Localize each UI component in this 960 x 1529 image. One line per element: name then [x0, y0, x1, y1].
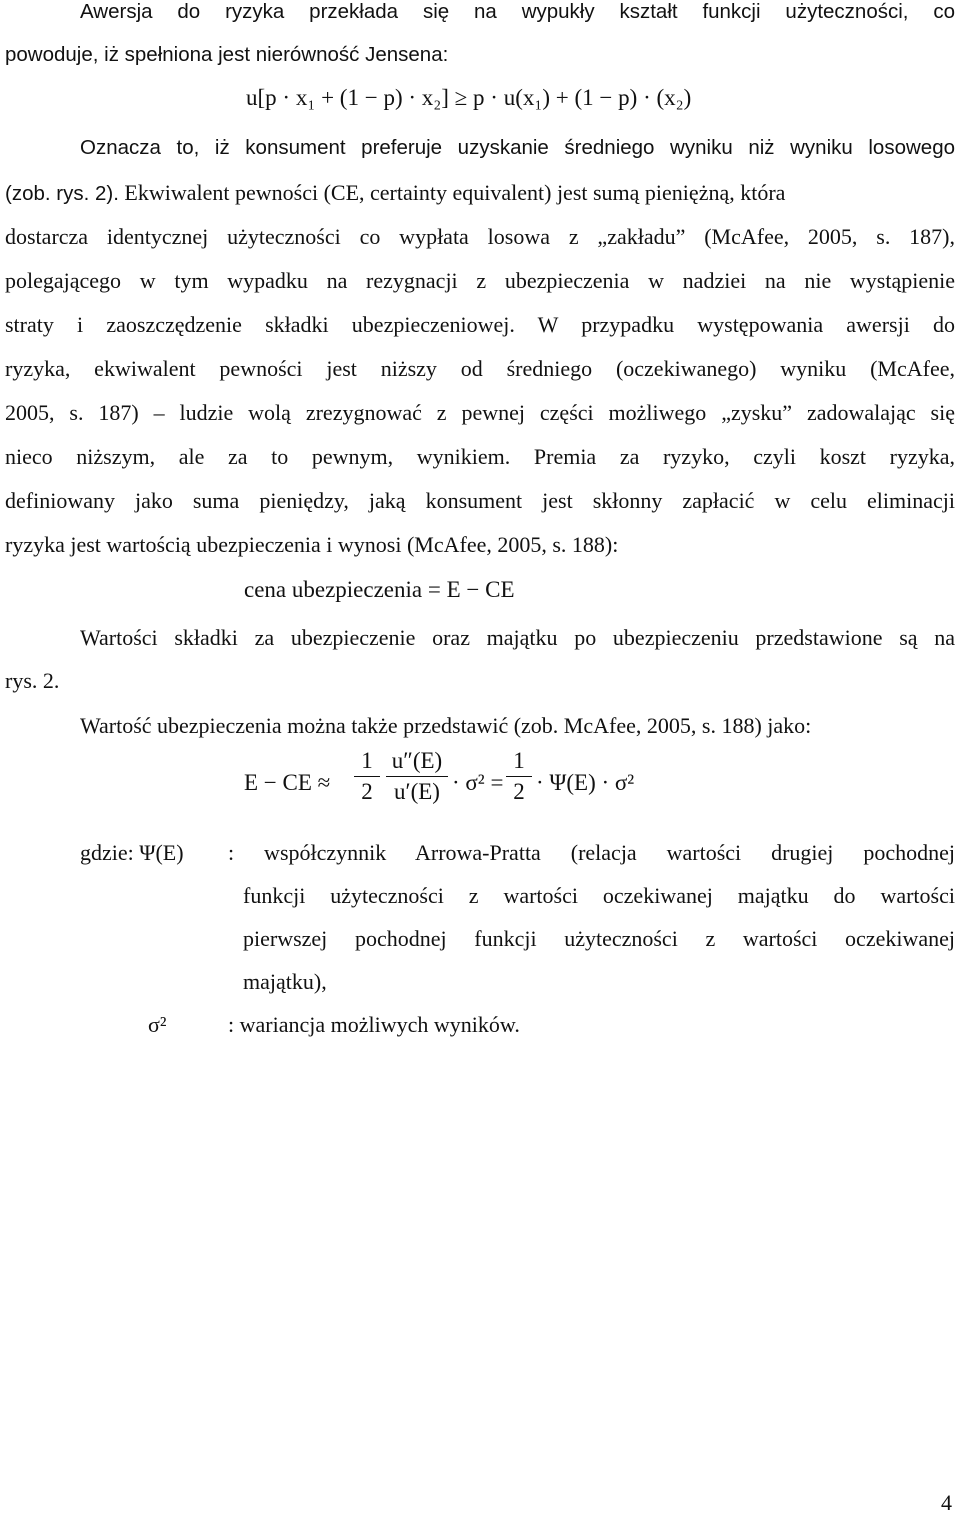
paragraph-2-line-2	[5, 180, 955, 206]
paragraph-2-line-5: straty i zaoszczędzenie składki ubezpieczeniowej. W przypadku występowania awersji do	[5, 312, 955, 337]
paragraph-4: Wartość ubezpieczenia można także przedstawić (zob. McAfee, 2005, s. 188) jako:	[80, 713, 812, 738]
paragraph-2-line-6: ryzyka, ekwiwalent pewności jest niższy od średniego (oczekiwanego) wyniku (McAfee,	[5, 356, 955, 381]
approx-lhs: E − CE ≈	[244, 770, 331, 795]
paragraph-1-line-1: Awersja do ryzyka przekłada się na wypukły kształt funkcji użyteczności, co	[80, 0, 955, 23]
paragraph-3-line-1: Wartości składki za ubezpieczenie oraz majątku po ubezpieczeniu przedstawione są na	[80, 625, 955, 650]
jensen-inequality-text: u[p · x₁ + (1 − p) · x₂] ≥ p · u(x₁) + (1 − p) · (x₂)	[246, 85, 692, 110]
approx-fraction-half-2-numerator: 1	[513, 748, 525, 773]
fraction-bar	[354, 776, 380, 777]
approx-fraction-half-2	[506, 748, 532, 805]
premium-equation: cena ubezpieczenia = E − CE	[244, 577, 515, 602]
approx-rhs: · Ψ(E) · σ²	[536, 770, 635, 795]
page-number: 4	[941, 1490, 952, 1515]
definition-symbol-arrow-pratta: gdzie: Ψ(E)	[80, 840, 184, 865]
paragraph-2-line-3: dostarcza identycznej użyteczności co wypłata losowa z „zakładu” (McAfee, 2005, s. 187),	[5, 224, 955, 249]
paragraph-2-line-4: polegającego w tym wypadku na rezygnacji z ubezpieczenia w nadziei na nie wystąpienie	[5, 268, 955, 293]
fraction-bar	[506, 776, 532, 777]
approx-fraction-half-2-denominator: 2	[513, 779, 525, 804]
paragraph-2-line-7: 2005, s. 187) – ludzie wolą zrezygnować z pewnej części możliwego „zysku” zadowalając się	[5, 400, 955, 425]
definition-symbol-variance: σ²	[148, 1012, 167, 1037]
definition-1-line-2: funkcji użyteczności z wartości oczekiwanej majątku do wartości	[243, 883, 955, 908]
approx-fraction-half-1	[354, 748, 380, 805]
definition-2-line-1: : wariancja możliwych wyników.	[228, 1012, 520, 1037]
paragraph-1-line-2: powoduje, iż spełniona jest nierówność Jensena:	[5, 43, 449, 66]
jensen-inequality	[246, 85, 691, 111]
paragraph-3-line-2: rys. 2.	[5, 668, 60, 693]
paragraph-2-line-1: Oznacza to, iż konsument preferuje uzyskanie średniego wyniku niż wyniku losowego	[80, 136, 955, 159]
approx-fraction-derivatives	[386, 748, 448, 805]
definition-1-line-4: majątku),	[243, 969, 327, 994]
approx-fraction-half-1-denominator: 2	[361, 779, 373, 804]
approx-middle: · σ² =	[452, 770, 504, 795]
definition-1-line-1: : współczynnik Arrowa-Pratta (relacja wartości drugiej pochodnej	[228, 840, 955, 865]
approx-fraction-half-1-numerator: 1	[361, 748, 373, 773]
fraction-bar	[386, 776, 448, 777]
paragraph-2-line-9: definiowany jako suma pieniędzy, jaką konsument jest skłonny zapłacić w celu eliminacji	[5, 488, 955, 513]
approx-fraction-derivatives-numerator: u″(E)	[391, 748, 443, 773]
paragraph-2-line-10: ryzyka jest wartością ubezpieczenia i wynosi (McAfee, 2005, s. 188):	[5, 532, 619, 557]
paragraph-2-line-8: nieco niższym, ale za to pewnym, wynikiem. Premia za ryzyko, czyli koszt ryzyka,	[5, 444, 955, 469]
approx-fraction-derivatives-denominator: u′(E)	[394, 779, 440, 804]
definition-1-line-3: pierwszej pochodnej funkcji użyteczności z wartości oczekiwanej	[243, 926, 955, 951]
figure-reference: (zob. rys. 2).	[5, 182, 119, 205]
paragraph-2-line-2-text: Ekwiwalent pewności (CE, certainty equivalent) jest sumą pieniężną, która	[124, 180, 786, 205]
